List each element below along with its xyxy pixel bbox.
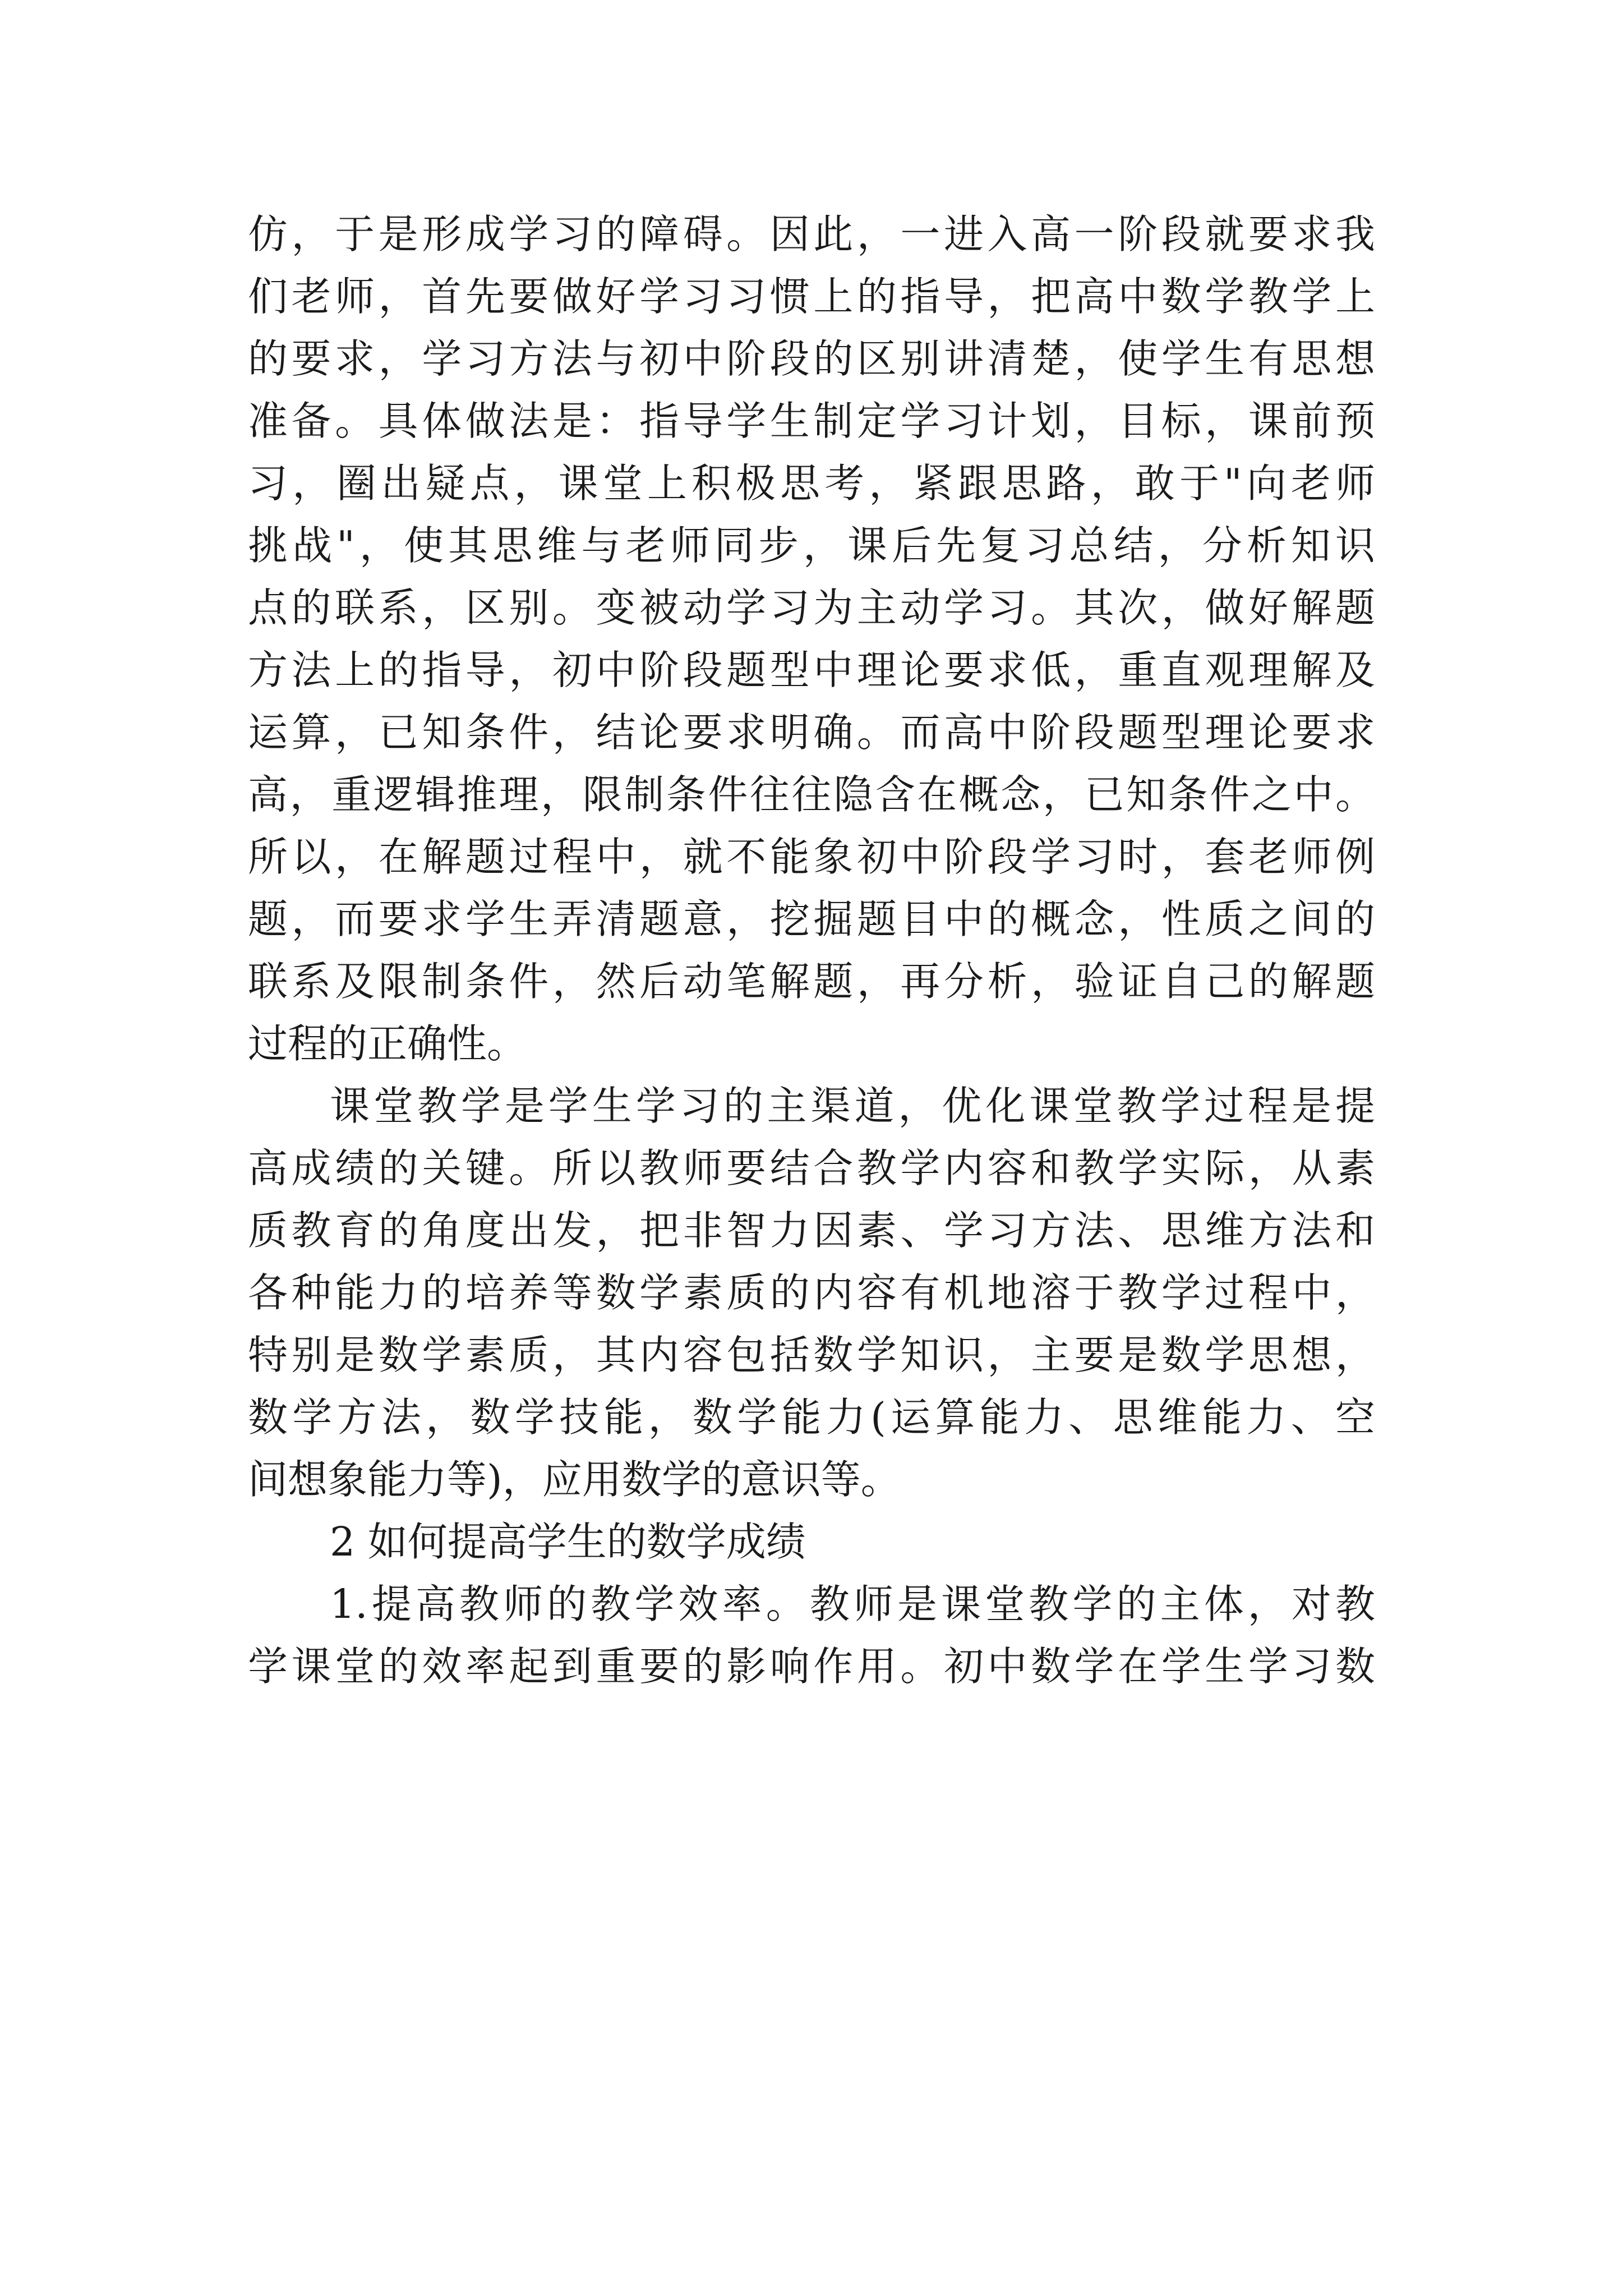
text-line: 的要求，学习方法与初中阶段的区别讲清楚，使学生有思想 [248, 335, 1375, 382]
section-heading: 2 如何提高学生的数学成绩 [330, 1519, 806, 1565]
text-line: 所以，在解题过程中，就不能象初中阶段学习时，套老师例 [248, 834, 1375, 880]
text-line: 课堂教学是学生学习的主渠道，优化课堂教学过程是提 [330, 1083, 1375, 1129]
text-line: 们老师，首先要做好学习习惯上的指导，把高中数学教学上 [248, 273, 1375, 320]
text-line: 联系及限制条件，然后动笔解题，再分析，验证自己的解题 [248, 958, 1375, 1005]
text-line: 方法上的指导，初中阶段题型中理论要求低，重直观理解及 [248, 647, 1375, 693]
text-line: 特别是数学素质，其内容包括数学知识，主要是数学思想， [248, 1332, 1375, 1378]
text-line: 高成绩的关键。所以教师要结合教学内容和教学实际，从素 [248, 1145, 1375, 1191]
text-line: 运算，已知条件，结论要求明确。而高中阶段题型理论要求 [248, 709, 1375, 756]
text-line: 准备。具体做法是：指导学生制定学习计划，目标，课前预 [248, 398, 1375, 444]
text-line: 质教育的角度出发，把非智力因素、学习方法、思维方法和 [248, 1207, 1375, 1254]
body-text [248, 203, 1375, 1697]
text-line: 各种能力的培养等数学素质的内容有机地溶于教学过程中， [248, 1269, 1375, 1316]
text-line: 高，重逻辑推理，限制条件往往隐含在概念，已知条件之中。 [248, 771, 1375, 818]
text-line: 题，而要求学生弄清题意，挖掘题目中的概念，性质之间的 [248, 896, 1375, 942]
text-line: 过程的正确性。 [248, 1020, 527, 1067]
text-line: 间想象能力等)，应用数学的意识等。 [248, 1456, 901, 1503]
text-line: 数学方法，数学技能，数学能力(运算能力、思维能力、空 [248, 1394, 1375, 1441]
text-line: 1.提高教师的教学效率。教师是课堂教学的主体，对教 [330, 1581, 1375, 1627]
text-line: 学课堂的效率起到重要的影响作用。初中数学在学生学习数 [248, 1643, 1375, 1690]
text-line: 仿，于是形成学习的障碍。因此，一进入高一阶段就要求我 [248, 211, 1375, 257]
text-line: 习，圈出疑点，课堂上积极思考，紧跟思路，敢于"向老师 [248, 460, 1375, 507]
text-line: 点的联系，区别。变被动学习为主动学习。其次，做好解题 [248, 585, 1375, 631]
text-line: 挑战"，使其思维与老师同步，课后先复习总结，分析知识 [248, 522, 1375, 569]
